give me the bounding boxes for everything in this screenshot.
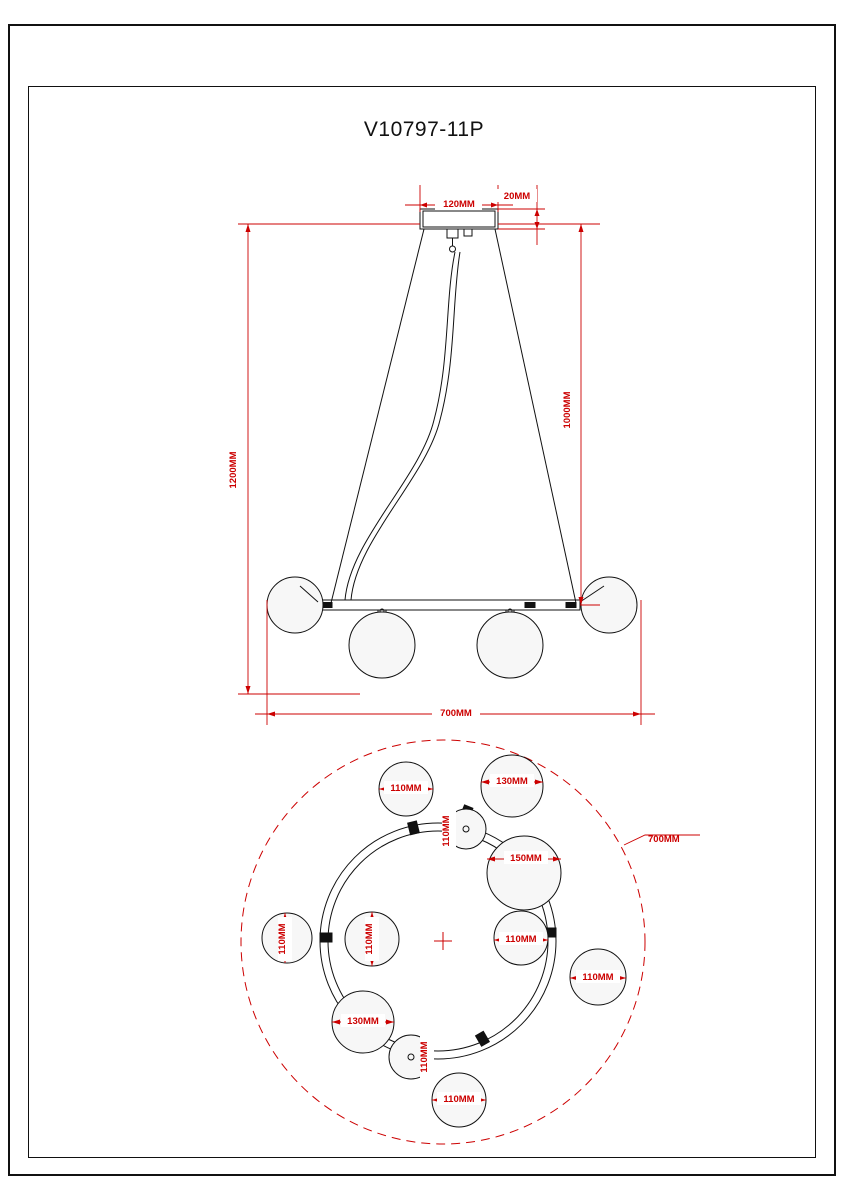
dim-drop-height: 1000MM <box>562 391 573 429</box>
front-view-dimensions <box>238 185 655 725</box>
page-title: V10797-11P <box>363 118 485 141</box>
dim-canopy-height: 20MM <box>503 191 531 202</box>
top-view <box>241 740 700 1144</box>
dim-globe-110-top-left: 110MM <box>390 783 422 794</box>
dim-total-height: 1200MM <box>228 451 239 489</box>
horizontal-bar <box>318 600 580 616</box>
dim-globe-110-bottom: 110MM <box>443 1094 475 1105</box>
dim-globe-110-left-outer: 110MM <box>277 923 288 955</box>
dim-globe-110-left-inner: 110MM <box>364 923 375 955</box>
suspension-wires <box>331 229 576 603</box>
canopy <box>420 209 498 252</box>
dim-globe-110-right-outer: 110MM <box>582 972 614 983</box>
glass-globes-front <box>267 577 637 678</box>
dim-canopy-width: 120MM <box>443 199 475 210</box>
dim-overall-width: 700MM <box>440 708 472 719</box>
front-view <box>228 185 655 725</box>
dim-globe-110-bottom-center: 110MM <box>419 1041 430 1073</box>
dim-globe-130-bottom-left: 130MM <box>347 1016 379 1027</box>
dim-globe-150-right: 150MM <box>510 853 542 864</box>
dim-globe-110-upper-center: 110MM <box>441 815 452 847</box>
globe-right-large <box>487 836 561 910</box>
dim-outer-circle-diameter: 700MM <box>648 834 680 845</box>
dim-globe-110-center-right: 110MM <box>505 934 537 945</box>
center-mark <box>434 932 452 950</box>
dim-globe-130-top-right: 130MM <box>496 776 528 787</box>
